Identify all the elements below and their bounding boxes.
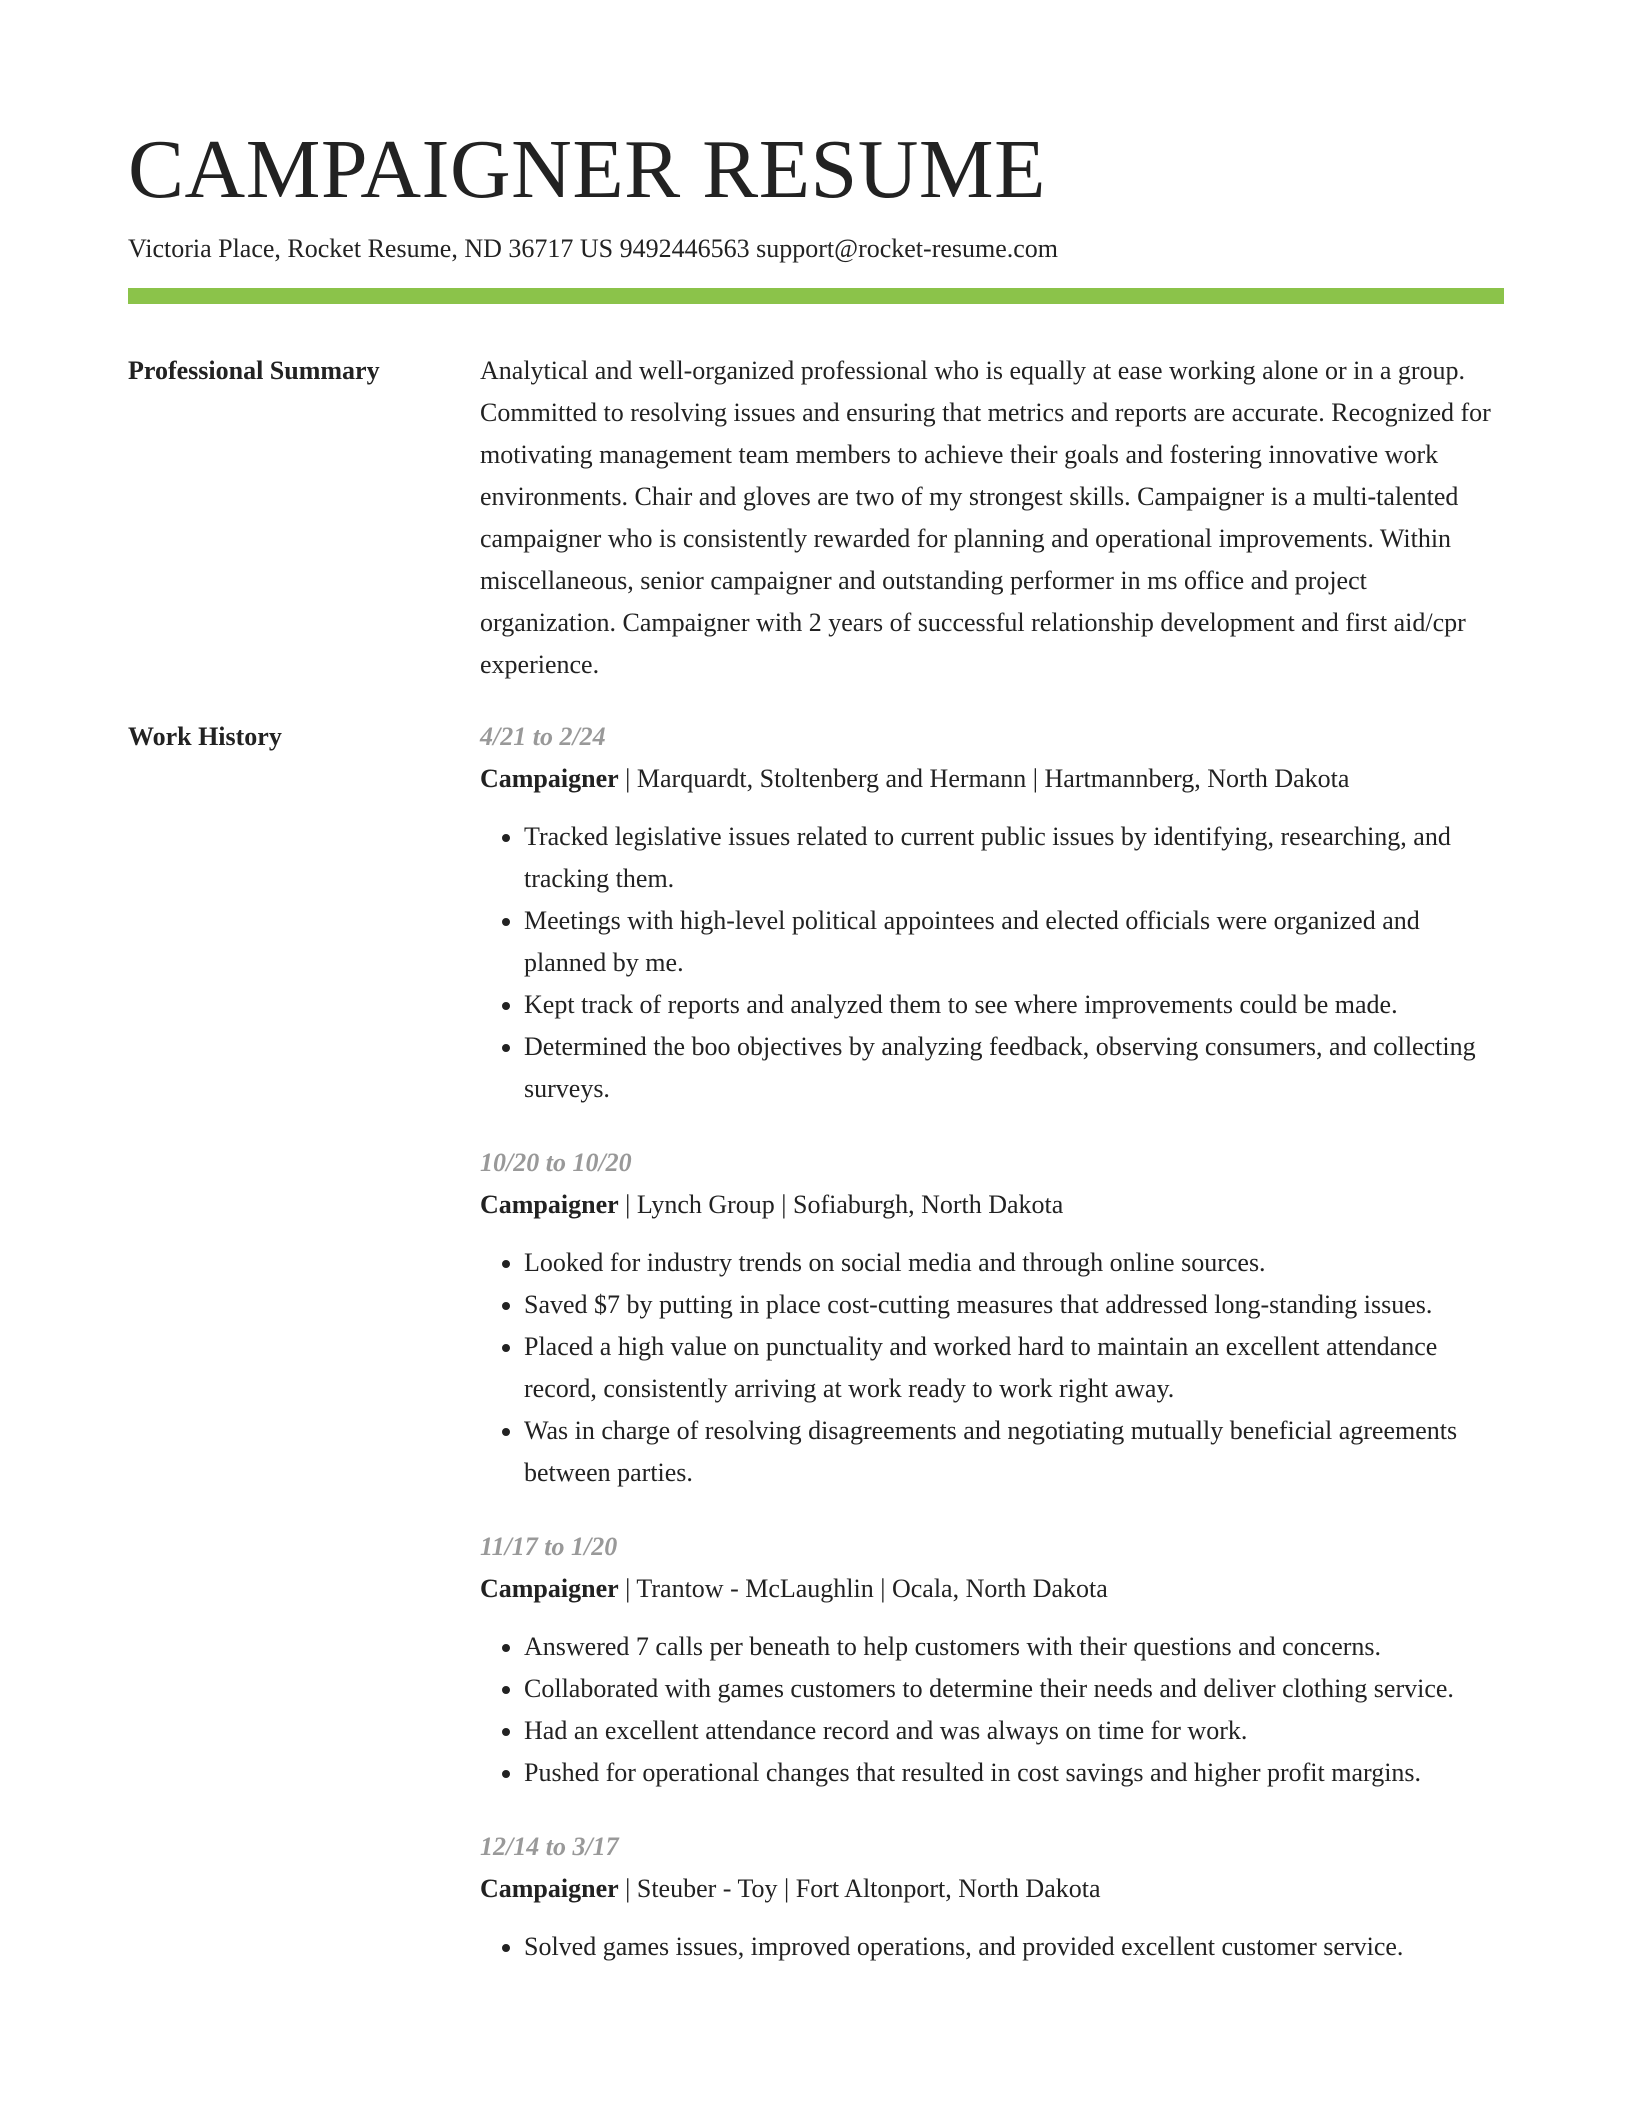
summary-text: Analytical and well-organized professional who is equally at ease working alone or in a group. Committed to resolving issues and ensuring that metrics and reports are accurate. Recognized for motivating management team members to achieve their goals and fostering innovative work environments. Chair and gloves are two of my strongest skills. Campaigner is a multi-talented campaigner who is consistently rewarded for planning and operational improvements. Within miscellaneous, senior campaigner and outstanding performer in ms office and project organization. Campaigner with 2 years of successful relationship development and first aid/cpr experience. xyxy=(480,356,1491,679)
job-dates: 11/17 to 1/20 xyxy=(480,1532,618,1561)
job-bullet: • Placed a high value on punctuality and worked hard to maintain an excellent attendance record, consistently arriving at work ready to work right away. xyxy=(524,1326,1504,1410)
job-title: Campaigner xyxy=(480,1574,619,1603)
section-label-professional-summary: Professional Summary xyxy=(128,356,380,385)
job-title: Campaigner xyxy=(480,1190,619,1219)
header-divider xyxy=(128,288,1504,304)
job-bullet: • Determined the boo objectives by analyzing feedback, observing consumers, and collecting surveys. xyxy=(524,1026,1504,1110)
resume-title: CAMPAIGNER RESUME xyxy=(128,123,1046,216)
job-title: Campaigner xyxy=(480,1874,619,1903)
job-bullet: • Had an excellent attendance record and was always on time for work. xyxy=(524,1710,1504,1752)
job-bullet: • Answered 7 calls per beneath to help customers with their questions and concerns. xyxy=(524,1626,1504,1668)
job-dates: 10/20 to 10/20 xyxy=(480,1148,632,1177)
job-entry xyxy=(480,1526,1504,1794)
section-label-work-history: Work History xyxy=(128,722,282,751)
job-bullet: • Tracked legislative issues related to current public issues by identifying, researching, and tracking them. xyxy=(524,816,1504,900)
work-history-section xyxy=(128,716,1504,1968)
job-entry xyxy=(480,1826,1504,1968)
job-title: Campaigner xyxy=(480,764,619,793)
professional-summary-section xyxy=(128,350,1504,686)
resume-page xyxy=(128,120,1504,1968)
job-bullet: • Was in charge of resolving disagreements and negotiating mutually beneficial agreements between parties. xyxy=(524,1410,1504,1494)
job-bullet: • Meetings with high-level political appointees and elected officials were organized and planned by me. xyxy=(524,900,1504,984)
job-details: | Lynch Group | Sofiaburgh, North Dakota xyxy=(618,1190,1064,1219)
job-bullet: • Collaborated with games customers to determine their needs and deliver clothing service. xyxy=(524,1668,1504,1710)
job-bullets xyxy=(480,1242,1504,1494)
job-entry xyxy=(480,716,1504,1110)
work-history-body xyxy=(480,716,1504,1968)
job-bullet: • Solved games issues, improved operations, and provided excellent customer service. xyxy=(524,1926,1504,1968)
job-dates: 4/21 to 2/24 xyxy=(480,722,606,751)
job-title-line xyxy=(480,758,1504,800)
job-title-line xyxy=(480,1184,1504,1226)
job-details: | Marquardt, Stoltenberg and Hermann | Hartmannberg, North Dakota xyxy=(618,764,1350,793)
job-bullet: • Pushed for operational changes that resulted in cost savings and higher profit margins. xyxy=(524,1752,1504,1794)
contact-line: Victoria Place, Rocket Resume, ND 36717 US 9492446563 support@rocket-resume.com xyxy=(128,234,1059,263)
job-entry xyxy=(480,1142,1504,1494)
summary-body xyxy=(480,350,1504,686)
job-bullets xyxy=(480,1926,1504,1968)
job-bullet: • Kept track of reports and analyzed them to see where improvements could be made. xyxy=(524,984,1504,1026)
job-bullet: • Looked for industry trends on social media and through online sources. xyxy=(524,1242,1504,1284)
job-details: | Trantow - McLaughlin | Ocala, North Dakota xyxy=(618,1574,1108,1603)
job-details: | Steuber - Toy | Fort Altonport, North Dakota xyxy=(618,1874,1101,1903)
job-bullets xyxy=(480,1626,1504,1794)
job-bullet: • Saved $7 by putting in place cost-cutting measures that addressed long-standing issues. xyxy=(524,1284,1504,1326)
job-dates: 12/14 to 3/17 xyxy=(480,1832,619,1861)
job-title-line xyxy=(480,1868,1504,1910)
job-bullets xyxy=(480,816,1504,1110)
job-title-line xyxy=(480,1568,1504,1610)
